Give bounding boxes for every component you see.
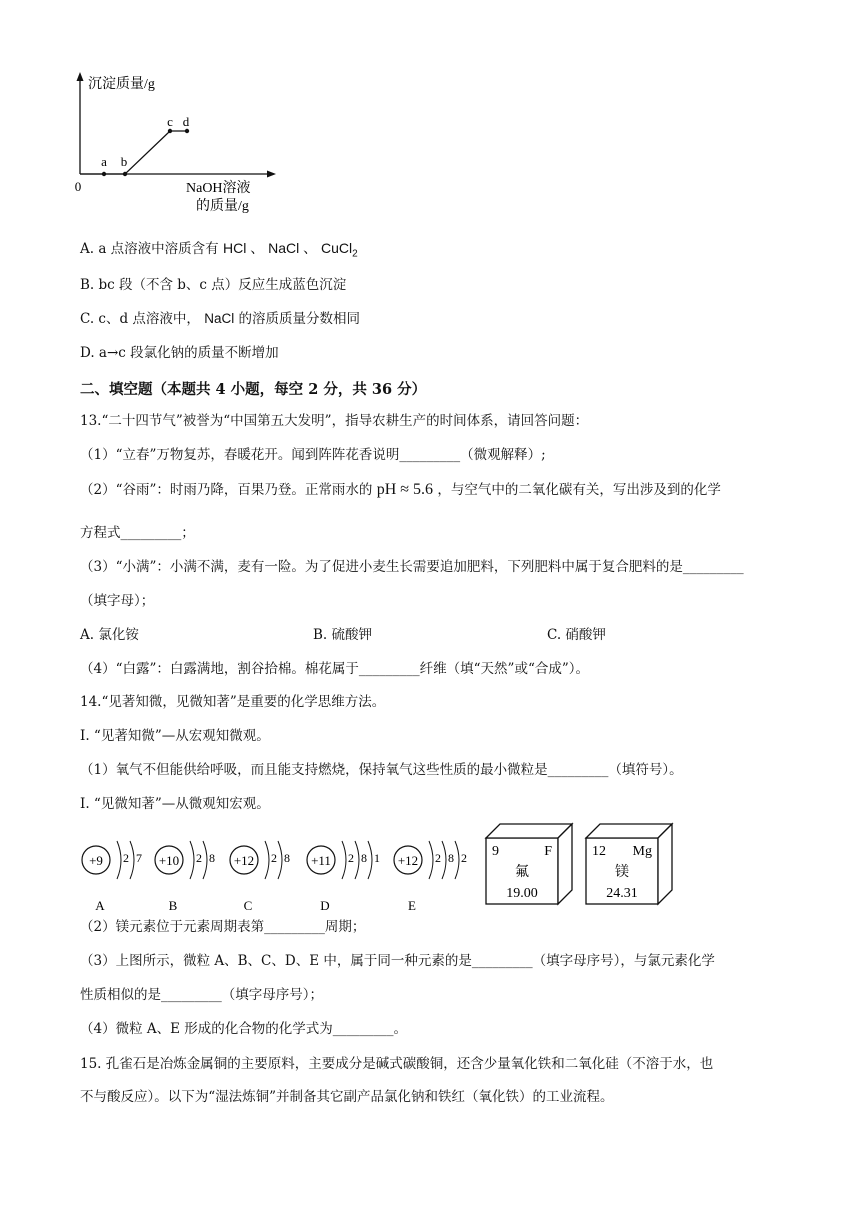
q14-part4: （4）微粒 A、E 形成的化合物的化学式为_________。 <box>80 1021 408 1037</box>
option-c <box>80 310 360 328</box>
element-cell-f-side <box>558 824 572 904</box>
particle-a-shell-1 <box>117 841 121 879</box>
point-d-dot <box>185 129 189 133</box>
y-axis-label: 沉淀质量/g <box>88 77 155 92</box>
element-cell-mg-name: 镁 <box>615 865 629 880</box>
particle-b-shell-1-electrons: 2 <box>196 851 202 865</box>
particle-structures <box>72 822 472 917</box>
element-cell-f-mass: 19.00 <box>506 886 538 901</box>
element-cell-mg-symbol: Mg <box>632 844 652 859</box>
element-cell-mg-top <box>586 824 672 838</box>
particle-c-shell-2 <box>278 841 282 879</box>
element-cell-mg-mass: 24.31 <box>606 886 638 901</box>
element-cell-f-number: 9 <box>492 844 499 859</box>
point-a-label: a <box>101 154 107 169</box>
q14-part3-line1: （3）上图所示，微粒 A、B、C、D、E 中，属于同一种元素的是_________（填字母序号），与氯元素化学 <box>80 953 715 969</box>
q13-part1: （1）“立春”万物复苏，春暖花开。闻到阵阵花香说明_________（微观解释）; <box>80 447 546 463</box>
q14-part3-line2: 性质相似的是_________（填字母序号）； <box>80 987 323 1003</box>
option-c-formula: NaCl <box>204 311 235 326</box>
particle-b-shell-2-electrons: 8 <box>209 851 215 865</box>
q15-line2: 不与酸反应）。以下为“湿法炼铜”并制备其它副产品氯化钠和铁红（氧化铁）的工业流程。 <box>80 1089 614 1105</box>
particle-e-shell-3-electrons: 2 <box>461 851 467 865</box>
particle-a-letter: A <box>95 898 105 913</box>
q13-part2-prefix: （2）“谷雨”：时雨乃降，百果乃登。正常雨水的 <box>80 482 373 498</box>
option-a-subscript: 2 <box>352 248 358 260</box>
particle-d-shell-3 <box>368 841 372 879</box>
particle-a-shell-1-electrons: 2 <box>123 851 129 865</box>
origin-label: 0 <box>74 179 82 194</box>
option-c-suffix: 的溶质质量分数相同 <box>238 311 361 327</box>
x-axis-label-line1: NaOH溶液 <box>186 181 251 196</box>
particle-e-nucleus-charge: +12 <box>397 853 419 868</box>
precipitate-graph <box>70 68 300 218</box>
particle-d-shell-1-electrons: 2 <box>348 851 354 865</box>
element-cell-mg-side <box>658 824 672 904</box>
particle-b-shell-1 <box>190 841 194 879</box>
particle-a-nucleus-charge: +9 <box>89 853 103 868</box>
option-a-formula: HCl 、 NaCl 、 CuCl <box>222 240 353 256</box>
x-axis-arrow <box>267 171 276 178</box>
point-b-label: b <box>120 154 128 169</box>
q13-option-a: A. 氯化铵 <box>80 627 139 643</box>
q13-part2 <box>80 481 721 499</box>
particle-d-shell-3-electrons: 1 <box>374 851 380 865</box>
particle-b-nucleus-charge: +10 <box>158 853 180 868</box>
element-cell-f-symbol: F <box>544 844 552 859</box>
particle-e-shell-1 <box>429 841 433 879</box>
particle-c-letter: C <box>243 898 253 913</box>
particle-e-letter: E <box>408 898 416 913</box>
section-heading: 二、填空题（本题共 4 小题，每空 2 分，共 36 分） <box>80 381 427 398</box>
particle-c-nucleus-charge: +12 <box>233 853 255 868</box>
q13-ph-formula: pH ≈ 5.6 <box>376 481 434 498</box>
point-a-dot <box>102 172 106 176</box>
point-d-label: d <box>182 114 190 129</box>
particle-b-letter: B <box>168 898 178 913</box>
q14-part2: （2）镁元素位于元素周期表第_________周期； <box>80 919 366 935</box>
option-a-prefix: A. a 点溶液中溶质含有 <box>80 241 219 257</box>
particle-e-shell-1-electrons: 2 <box>435 851 441 865</box>
q13-part2-line2: 方程式_________； <box>80 525 195 541</box>
particle-e-shell-2-electrons: 8 <box>448 851 454 865</box>
element-cell-mg-number: 12 <box>592 844 606 859</box>
x-axis-label-line2: 的质量/g <box>196 199 249 214</box>
point-c-dot <box>168 129 172 133</box>
q13-part4: （4）“白露”：白露满地，割谷拾棉。棉花属于_________纤维（填“天然”或“合成”）。 <box>80 661 589 677</box>
element-cell-f-name: 氟 <box>515 865 529 880</box>
element-cells <box>480 818 680 910</box>
q13-part3-line2: （填字母）； <box>80 593 155 609</box>
element-cell-f-top <box>486 824 572 838</box>
q13-part3-line1: （3）“小满”：小满不满，麦有一险。为了促进小麦生长需要追加肥料，下列肥料中属于复合肥料的是_________ <box>80 559 744 575</box>
point-b-dot <box>123 172 127 176</box>
option-c-prefix: C. c、d 点溶液中， <box>80 311 200 327</box>
q13-option-b: B. 硫酸钾 <box>313 627 373 643</box>
y-axis-arrow <box>77 72 84 81</box>
particle-c-shell-1 <box>265 841 269 879</box>
q13-option-c: C. 硝酸钾 <box>547 627 606 643</box>
particle-e-shell-2 <box>442 841 446 879</box>
q14-part1: （1）氧气不但能供给呼吸，而且能支持燃烧，保持氧气这些性质的最小微粒是_________（填符号）。 <box>80 762 683 778</box>
q13-stem: 13.“二十四节气”被誉为“中国第五大发明”，指导农耕生产的时间体系，请回答问题： <box>80 413 589 429</box>
q14-part-i: I. “见著知微”—从宏观知微观。 <box>80 728 270 744</box>
q13-part2-suffix: ，与空气中的二氧化碳有关，写出涉及到的化学 <box>437 482 721 498</box>
particle-c-shell-2-electrons: 8 <box>284 851 290 865</box>
particle-e-shell-3 <box>455 841 459 879</box>
precipitate-curve <box>80 131 187 174</box>
option-d: D. a→c 段氯化钠的质量不断增加 <box>80 345 279 361</box>
particle-d-shell-2 <box>355 841 359 879</box>
option-b: B. bc 段（不含 b、c 点）反应生成蓝色沉淀 <box>80 277 347 293</box>
particle-d-letter: D <box>320 898 330 913</box>
point-c-label: c <box>167 114 173 129</box>
q14-stem: 14.“见著知微，见微知著”是重要的化学思维方法。 <box>80 694 386 710</box>
particle-c-shell-1-electrons: 2 <box>271 851 277 865</box>
particle-a-shell-2-electrons: 7 <box>136 851 142 865</box>
particle-b-shell-2 <box>203 841 207 879</box>
particle-d-shell-1 <box>342 841 346 879</box>
particle-d-nucleus-charge: +11 <box>311 853 331 868</box>
q14-part-ii: I. “见微知著”—从微观知宏观。 <box>80 796 270 812</box>
q15-line1: 15. 孔雀石是冶炼金属铜的主要原料，主要成分是碱式碳酸铜，还含少量氧化铁和二氧化硅（不溶于水，也 <box>80 1056 714 1072</box>
particle-a-shell-2 <box>130 841 134 879</box>
option-a <box>80 239 358 264</box>
particle-d-shell-2-electrons: 8 <box>361 851 367 865</box>
